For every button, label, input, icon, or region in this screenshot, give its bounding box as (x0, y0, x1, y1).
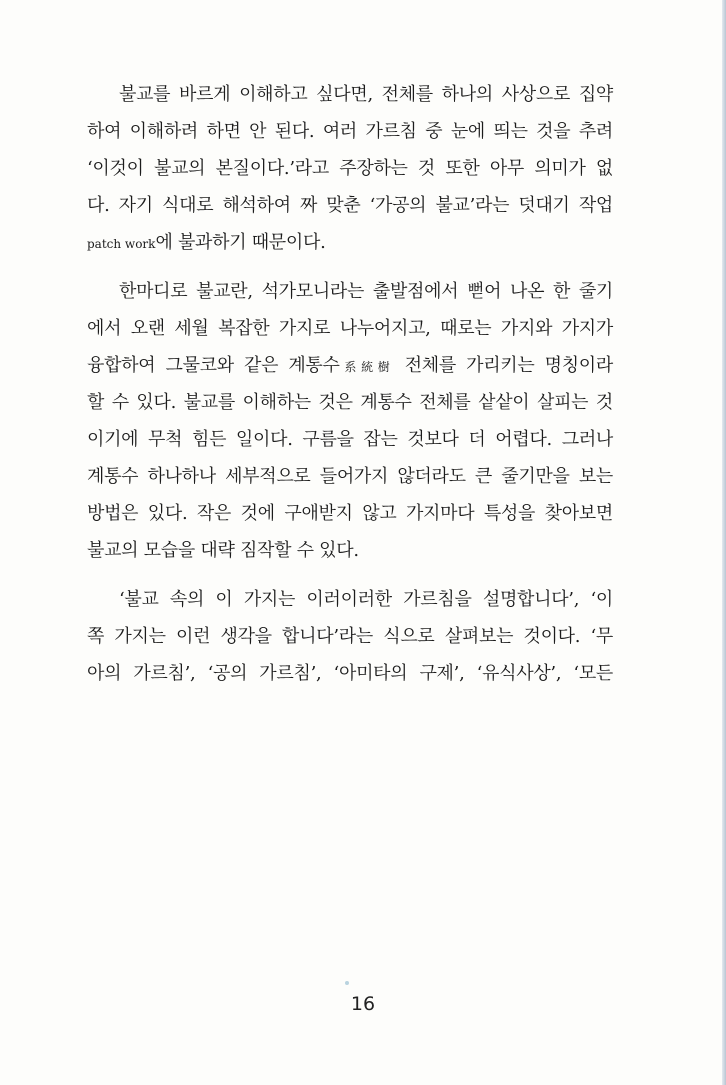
paragraph-1 (87, 76, 613, 261)
english-gloss: patch work (87, 237, 156, 251)
text-line: 하여 이해하려 하면 안 된다. 여러 가르침 중 눈에 띄는 것을 추려 (87, 121, 613, 142)
text-line: ‘불교 속의 이 가지는 이러이러한 가르침을 설명합니다’, ‘이 (119, 589, 613, 610)
text-line: 아의 가르침’, ‘공의 가르침’, ‘아미타의 구제’, ‘유식사상’, ‘모든 (87, 663, 613, 684)
text-line: 다. 자기 식대로 해석하여 짜 맞춘 ‘가공의 불교’라는 덧대기 작업 (87, 195, 613, 216)
text-line: 에서 오랜 세월 복잡한 가지로 나누어지고, 때로는 가지와 가지가 (87, 318, 613, 339)
text-line (87, 224, 613, 261)
text-line: 불교를 바르게 이해하고 싶다면, 전체를 하나의 사상으로 집약 (119, 84, 613, 105)
hanja-gloss: 系統樹 (339, 360, 395, 374)
page-edge (722, 0, 726, 1085)
text-line: 방법은 있다. 작은 것에 구애받지 않고 가지마다 특성을 찾아보면 (87, 503, 613, 524)
text-fragment: 융합하여 그물코와 같은 계통수 (87, 355, 340, 376)
text-line: 할 수 있다. 불교를 이해하는 것은 계통수 전체를 샅샅이 살피는 것 (87, 392, 613, 413)
paragraph-3 (87, 581, 613, 692)
text-line: 한마디로 불교란, 석가모니라는 출발점에서 뻗어 나온 한 줄기 (119, 281, 613, 302)
text-fragment: 에 불과하기 때문이다. (155, 232, 326, 253)
text-line: 계통수 하나하나 세부적으로 들어가지 않더라도 큰 줄기만을 보는 (87, 466, 613, 487)
text-line: 쪽 가지는 이런 생각을 합니다’라는 식으로 살펴보는 것이다. ‘무 (87, 626, 613, 647)
text-fragment: 전체를 가리키는 명칭이라 (394, 355, 613, 376)
text-line: 이기에 무척 힘든 일이다. 구름을 잡는 것보다 더 어렵다. 그러나 (87, 429, 613, 450)
text-line (87, 347, 613, 384)
decorative-dot (345, 981, 349, 985)
paragraph-2 (87, 273, 613, 569)
body-text (87, 76, 613, 692)
text-line: ‘이것이 불교의 본질이다.’라고 주장하는 것 또한 아무 의미가 없 (87, 158, 613, 179)
text-line: 불교의 모습을 대략 짐작할 수 있다. (87, 540, 359, 561)
page-number: 16 (350, 993, 376, 1015)
